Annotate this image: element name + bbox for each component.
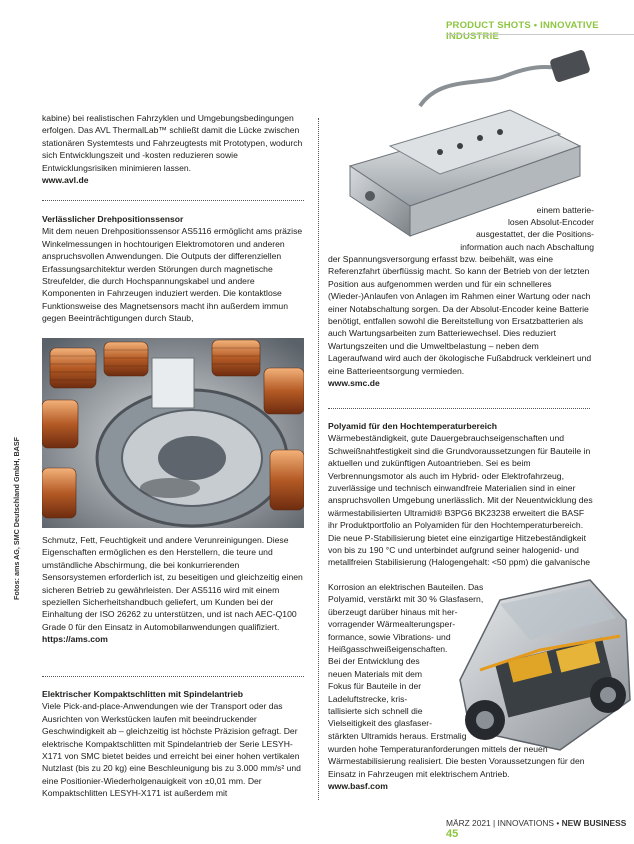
page-footer — [446, 818, 634, 840]
slide-heading: Elektrischer Kompaktschlitten mit Spindelantrieb — [42, 689, 244, 699]
footer-bullet: • — [556, 818, 560, 828]
basf-wrap-line: Bei der Entwicklung des — [328, 656, 420, 667]
slide-article — [42, 688, 304, 800]
brand-name: NEW BUSINESS — [561, 818, 627, 828]
basf-wrap-line: formance, sowie Vibrations- und — [328, 631, 451, 642]
avl-link[interactable]: www.avl.de — [42, 175, 89, 186]
column-divider — [318, 118, 319, 800]
avl-article-end — [42, 112, 304, 186]
basf-wrap-line: vorragender Wärmealterungsper- — [328, 619, 456, 630]
basf-wrap-line: neuen Materials mit dem — [328, 668, 423, 679]
section-divider — [42, 676, 304, 677]
sensor-article-cont — [42, 534, 304, 646]
basf-text-cont: wurden hohe Temperaturanforderungen mittels der neuen Wärmestabilisierung realisiert. Die besten Voraussetzungen für den Einsatz in Fahrzeugen mit elektrischem Antrieb. — [328, 744, 585, 779]
smc-article — [328, 253, 594, 389]
basf-wrap-line: tallisierte sich schnell die — [328, 706, 423, 717]
sensor-article — [42, 213, 304, 325]
basf-wrap-line: Heißgasschweißeigenschaften. — [328, 644, 448, 655]
avl-text: kabine) bei realistischen Fahrzyklen und Umgebungsbedingungen erfolgen. Das AVL ThermalLab™ schließt damit die Lücke zwischen stationären Systemtests und Fahrzeugtests mit Prototypen, wodurch sich Entwicklungszeit und -kosten reduzieren sowie Entwicklungsrisiken minimieren lassen. — [42, 113, 303, 173]
sensor-heading: Verlässlicher Drehpositionssensor — [42, 214, 184, 224]
page-number: 45 — [446, 828, 459, 840]
ams-link[interactable]: https://ams.com — [42, 634, 108, 645]
basf-heading: Polyamid für den Hochtemperaturbereich — [328, 421, 498, 431]
motor-stator-image — [42, 338, 304, 528]
slide-text: Viele Pick-and-place-Anwendungen wie der Transport oder das Ausrichten von Werkstücken laufen mit beeindruckender Geschwindigkeit ab – gleichzeitig ist höchste Präzision gefragt. Der elektrische Kompaktschlitten mit Spindelantrieb der Serie LESYH-X171 von SMC bietet beides und erreicht bei einer hohen vertikalen Nutzlast (bis zu 20 kg) eine Beschleunigung bis zu 3.000 mm/s² und eine Positionier-Wiederholgenauigkeit von ±0,01 mm. Der Kompaktschlitten LESYH-X171 ist außerdem mit — [42, 701, 301, 799]
basf-wrap-line: Ladeluftstrecke, kris- — [328, 693, 408, 704]
smc-wrap-line: information auch nach Abschaltung — [460, 241, 594, 252]
section-header: PRODUCT SHOTS • INNOVATIVE INDUSTRIE — [446, 20, 599, 42]
smc-text: der Spannungsversorgung erfasst bzw. beibehält, was eine Referenzfahrt überflüssig macht. So kann der Betrieb von der letzten Position aus aufgenommen werden und für ein schnelleres (Wieder-)Anlaufen von Anlagen im Rahmen einer Wartung oder nach einer Notabschaltung sorgen. Da der Absolut-Encoder keine Batterie benötigt, entfallen sowohl die Bereitstellung von Ersatzbatterien als auch Wartungsarbeiten zum Batteriewechsel. Dies reduziert Wartungszeiten und die Umweltbelastung – neben dem Lageraufwand wird auch der ökologische Fußabdruck verkleinert und eine Batterieentsorgung vermieden. — [328, 254, 592, 376]
sensor-text-cont: Schmutz, Fett, Feuchtigkeit und andere Verunreinigungen. Diese Eigenschaften ermöglichen es den Herstellern, die teure und umständliche Abschirmung, die bei konkurrierenden Sensorsystemen erforderlich ist, zu beseitigen und gleichzeitig einen sicheren Betrieb zu gewährleisten. Der AS5116 wird mit einem speziellen Sicherheitshandbuch geliefert, um Kunden bei der Einhaltung der ISO 26262 zu unterstützen, und ist nach AEC-Q100 Grade 0 für den Einsatz in Automobilanwendungen qualifiziert. — [42, 535, 303, 632]
footer-separator: | — [493, 818, 496, 828]
basf-wrap-line: Polyamid, verstärkt mit 30 % Glasfasern, — [328, 594, 484, 605]
section-divider — [328, 408, 590, 409]
smc-wrap-block — [430, 216, 594, 253]
smc-link[interactable]: www.smc.de — [328, 378, 380, 389]
smc-wrap-line: ausgestattet, der die Positions- — [476, 229, 594, 240]
basf-wrap-block — [328, 581, 508, 742]
basf-wrap-line: Fokus für Bauteile in der — [328, 681, 422, 692]
smc-wrap-line: einem batterie- — [536, 205, 594, 215]
sensor-text: Mit dem neuen Drehpositionssensor AS5116 ermöglicht ams präzise Winkelmessungen in hochtourigen Elektromotoren und anderen anspruchsvollen Anwendungen. Die Outputs der differenziellen Erfassungsarchitektur werden Störungen durch magnetische Streufelder, die durch Hochspannungskabel und andere Komponenten in Fahrzeugen induziert werden. Die kontaktlose Funktionsweise des Magnetsensors macht ihn außerdem immun gegen Beeinträchtigungen durch Staub, — [42, 226, 303, 324]
smc-wrap-line: losen Absolut-Encoder — [508, 217, 594, 227]
header-rule — [446, 34, 634, 35]
section-divider — [42, 200, 304, 201]
basf-wrap-line: stärkten Ultramids heraus. Erstmalig — [328, 730, 467, 741]
issue-date: MÄRZ 2021 — [446, 818, 491, 828]
basf-wrap-line: Vielseitigkeit des glasfaser- — [328, 718, 432, 729]
basf-article-cont — [328, 743, 594, 793]
smc-wrap-block — [472, 204, 594, 216]
basf-text: Wärmebeständigkeit, gute Dauergebrauchseigenschaften und Schweißnahtfestigkeit sind die Grundvoraussetzungen für Bauteile in aktuellen und zukünftigen Autoantrieben. Sei es beim Verbrennungsmotor als auch im Hybrid- oder Elektrofahrzeug, zuverlässige und technisch einwandfreie Materialien sind in einer anspruchsvollen Umgebung unerlässlich. Mit der Neuentwicklung des wärmestabilisierten Ultramid® B3PG6 BK23238 erweitert die BASF ihr Produktportfolio an Polyamiden für den Hochtemperaturbereich. Die neue P-Stabilisierung bietet eine einzigartige Hitzebeständigkeit von bis zu 190 °C und unterbindet aufgrund seiner halogenid- und metallfreien Stabilisierung (Halogengehalt: <50 ppm) die galvanische — [328, 433, 593, 568]
photo-credit: Fotos: ams AG, SMC Deutschland GmbH, BASF — [12, 436, 21, 600]
basf-wrap-line: überzeugt darüber hinaus mit her- — [328, 606, 458, 617]
magazine-name: INNOVATIONS — [497, 818, 554, 828]
basf-wrap-line: Korrosion an elektrischen Bauteilen. Das — [328, 582, 484, 592]
basf-article — [328, 420, 594, 569]
basf-link[interactable]: www.basf.com — [328, 781, 388, 792]
